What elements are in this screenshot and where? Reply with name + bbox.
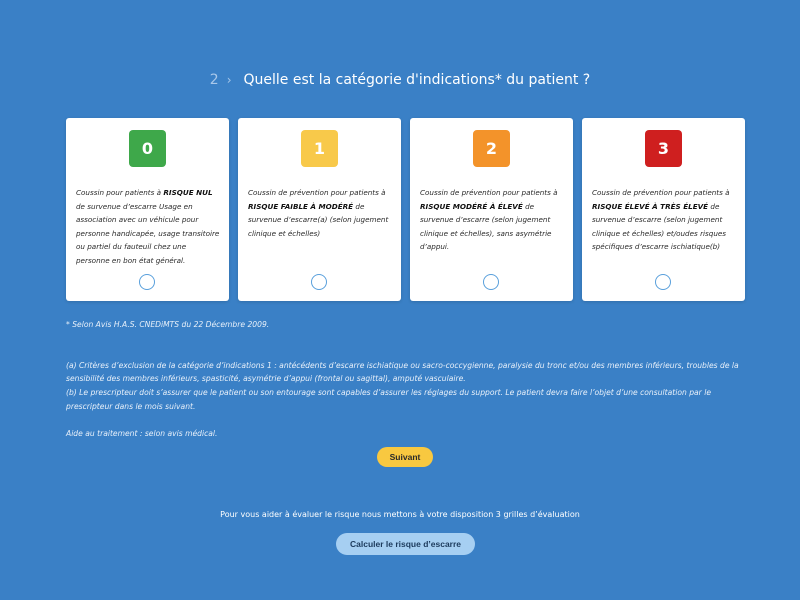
category-badge-1: 1: [301, 130, 338, 167]
category-description-2: Coussin de prévention pour patients à RISQUE MODÉRÉ À ÉLEVÉ de survenue d’escarre (selon jugement clinique et échelles), sans asymétrie d’appui.: [420, 188, 558, 251]
category-card-1[interactable]: [238, 118, 401, 301]
question-title: Quelle est la catégorie d'indications* du patient ?: [243, 72, 591, 88]
evaluation-help-text: Pour vous aider à évaluer le risque nous mettons à votre disposition 3 grilles d’évaluation: [220, 510, 580, 519]
treatment-aid-note: Aide au traitement : selon avis médical.: [66, 428, 218, 438]
category-radio-1[interactable]: [311, 274, 327, 290]
question-header: [0, 72, 800, 88]
category-description-0: Coussin pour patients à RISQUE NUL de survenue d’escarre Usage en association avec un véhicule pour personne handicapée, usage transitoire ou partiel du fauteuil chez une personne en bon état général.: [76, 188, 220, 265]
chevron-right-icon: ›: [226, 73, 232, 87]
step-number: 2: [209, 72, 219, 88]
category-badge-0: 0: [129, 130, 166, 167]
category-radio-3[interactable]: [655, 274, 671, 290]
category-card-2[interactable]: [410, 118, 573, 301]
category-badge-3: 3: [645, 130, 682, 167]
category-radio-2[interactable]: [483, 274, 499, 290]
category-description-3: Coussin de prévention pour patients à RISQUE ÉLEVÉ À TRÈS ÉLEVÉ de survenue d’escarre (selon jugement clinique et échelles) et/oudes risques spécifiques d’escarre ischiatique(b): [592, 188, 730, 251]
note-b: (b) Le prescripteur doit s’assurer que le patient ou son entourage sont capables d’assurer les réglages du support. Le patient devra faire l’objet d’une consultation par le prescripteur dans le mois suivant.: [66, 387, 711, 411]
note-a: (a) Critères d’exclusion de la catégorie d’indications 1 : antécédents d’escarre ischiatique ou sacro-coccygienne, paralysie du tronc et/ou des membres inférieurs, troubles de la sensibilité des membres inférieurs, spasticité, asymétrie d’appui (frontal ou sagittal), amputé vasculaire.: [66, 360, 739, 384]
category-radio-0[interactable]: [139, 274, 155, 290]
source-note: * Selon Avis H.A.S. CNEDiMTS du 22 Décembre 2009.: [66, 320, 270, 329]
category-card-3[interactable]: [582, 118, 745, 301]
category-description-1: Coussin de prévention pour patients à RISQUE FAIBLE À MODÉRÉ de survenue d’escarre(a) (selon jugement clinique et échelles): [248, 188, 389, 238]
category-card-0[interactable]: [66, 118, 229, 301]
category-cards: [66, 118, 745, 301]
footnotes: [66, 318, 746, 440]
next-button[interactable]: Suivant: [377, 447, 433, 467]
calculate-risk-button[interactable]: Calculer le risque d’escarre: [336, 533, 475, 555]
category-badge-2: 2: [473, 130, 510, 167]
